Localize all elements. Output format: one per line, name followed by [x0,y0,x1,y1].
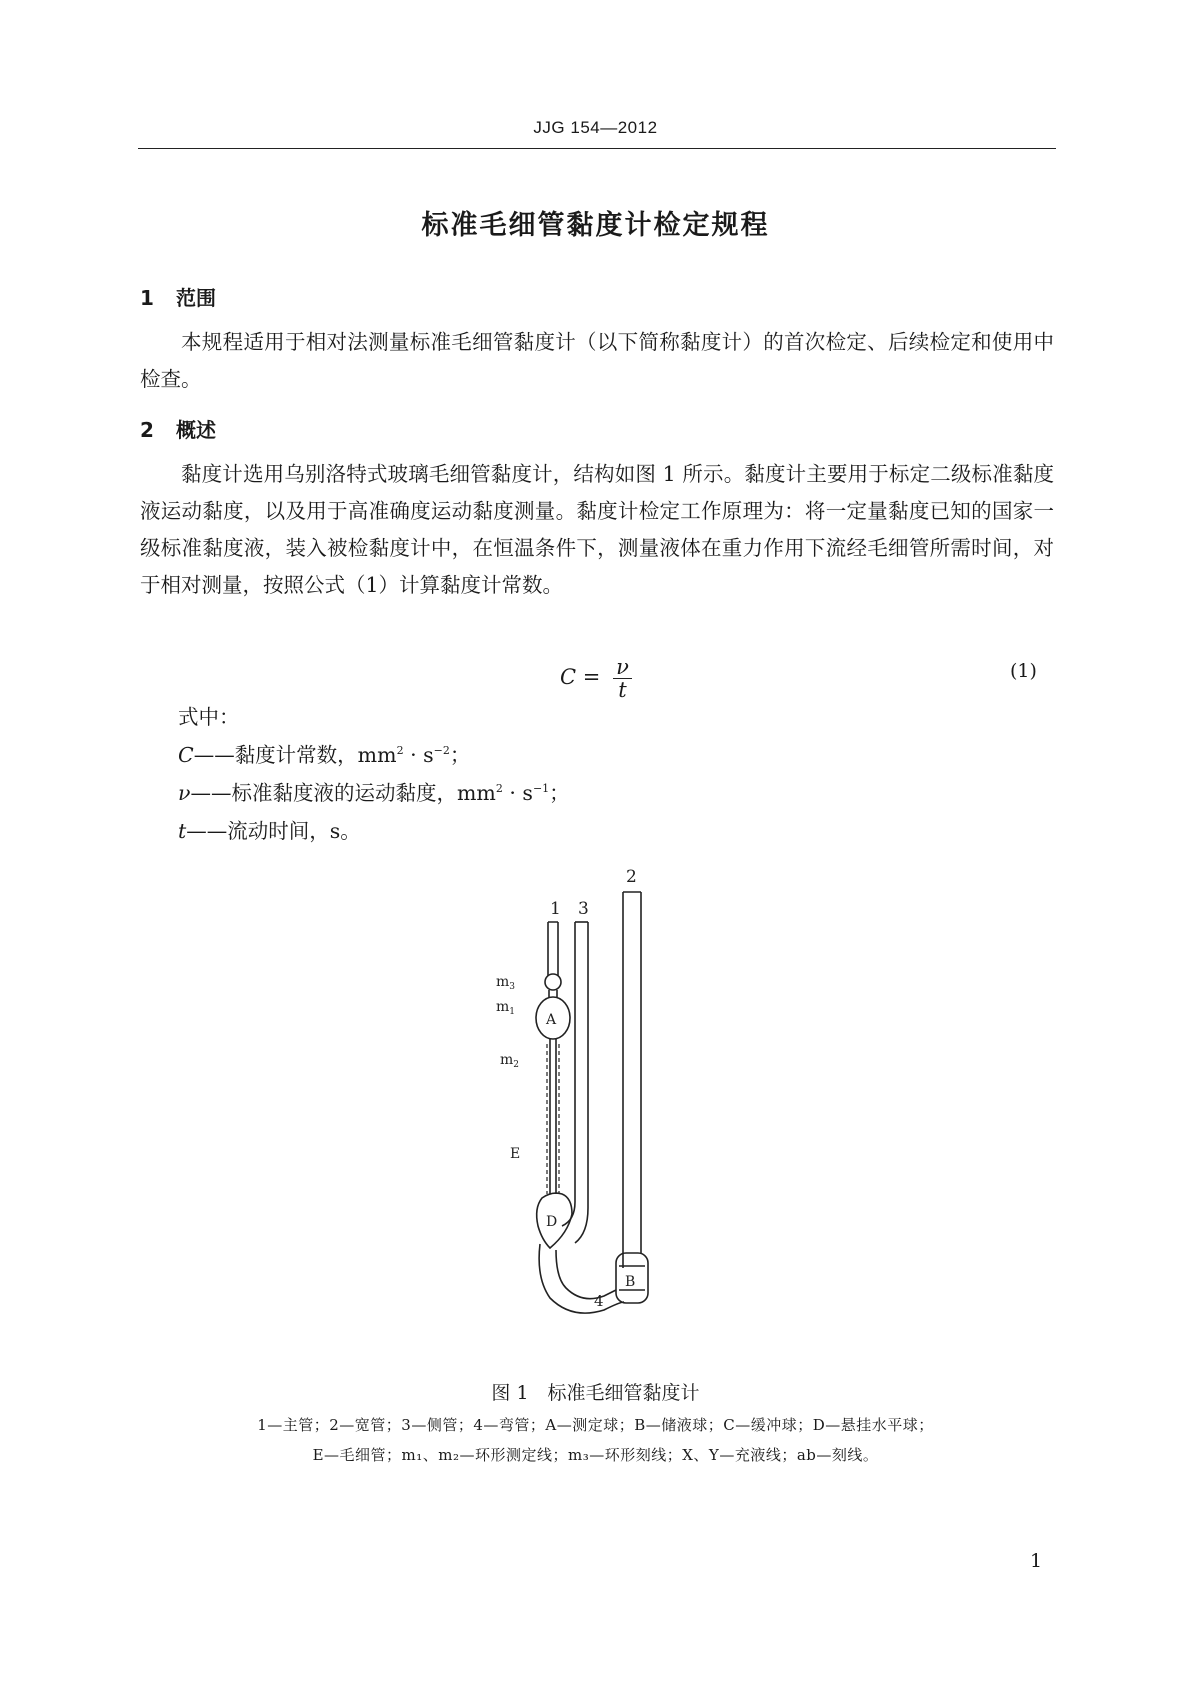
label-bend-4: 4 [594,1292,604,1310]
formula-lhs: C [560,665,577,689]
bend-inner [556,1250,616,1299]
formula-fraction [613,656,632,701]
label-m1: $m_1$ [496,999,516,1017]
definition-c: C——黏度计常数，$mm^2 \cdot s^{-2}$； [178,743,471,767]
formula-number: (1) [1010,660,1037,682]
label-m3: $m_3$ [496,974,516,992]
section-2-number: 2 [140,418,154,442]
side-tube-left-wall [562,922,575,1226]
formula-1 [560,656,632,701]
section-2-paragraph [140,456,1054,604]
figure-caption: 图 1 标准毛细管黏度计 [491,1382,700,1404]
document-title: 标准毛细管黏度计检定规程 [421,210,770,241]
section-1-text: 本规程适用于相对法测量标准毛细管黏度计（以下简称黏度计）的首次检定、后续检定和使用中检查。 [140,330,1054,391]
formula-numerator: ν [613,656,632,679]
header-rule [138,148,1056,149]
main-tube-top [548,922,558,976]
capillary-e-dashed-wall [547,1044,559,1194]
side-tube-right-wall [575,922,588,1243]
figure-legend-line-2: E—毛细管；m₁、m₂—环形测定线；m₃—环形刻线；X、Y—充液线；ab—刻线。 [312,1446,879,1464]
definition-nu: ν——标准黏度液的运动黏度，$mm^2 \cdot s^{-1}$； [178,781,570,805]
section-1-heading [140,282,216,311]
label-capillary-e: E [510,1146,521,1162]
buffer-bulb-c [545,974,561,990]
label-m2: $m_2$ [500,1052,520,1070]
definition-t: t——流动时间，s。 [178,819,361,843]
section-2-title: 概述 [176,418,216,442]
viscometer-figure [496,858,700,1368]
page-number: 1 [1030,1550,1043,1572]
capillary-e [550,1039,556,1194]
bend-outer [539,1244,624,1313]
formula-denominator: t [618,678,627,702]
where-label: 式中： [178,705,240,729]
section-2-text: 黏度计选用乌别洛特式玻璃毛细管黏度计，结构如图 1 所示。黏度计主要用于标定二级标准黏度液运动黏度，以及用于高准确度运动黏度测量。黏度计检定工作原理为：将一定量黏度已知的国家一级标准黏度液，装入被检黏度计中，在恒温条件下，测量液体在重力作用下流经毛细管所需时间，对于相对测量，按照公式（1）计算黏度计常数。 [140,462,1054,597]
label-main-tube-1: 1 [550,899,561,919]
label-side-tube-3: 3 [578,899,589,919]
label-wide-tube-2: 2 [626,867,637,887]
section-1-number: 1 [140,286,154,310]
header-standard-code: JJG 154—2012 [533,118,658,137]
formula-equals: = [582,665,601,689]
section-1-title: 范围 [176,286,216,310]
label-bulb-a: A [546,1012,557,1028]
section-1-paragraph [140,324,1054,398]
label-bulb-d: D [546,1214,558,1230]
section-2-heading [140,414,216,443]
figure-legend-line-1: 1—主管；2—宽管；3—侧管；4—弯管；A—测定球；B—储液球；C—缓冲球；D—悬挂水平球； [257,1416,934,1434]
label-bulb-b: B [625,1274,636,1290]
